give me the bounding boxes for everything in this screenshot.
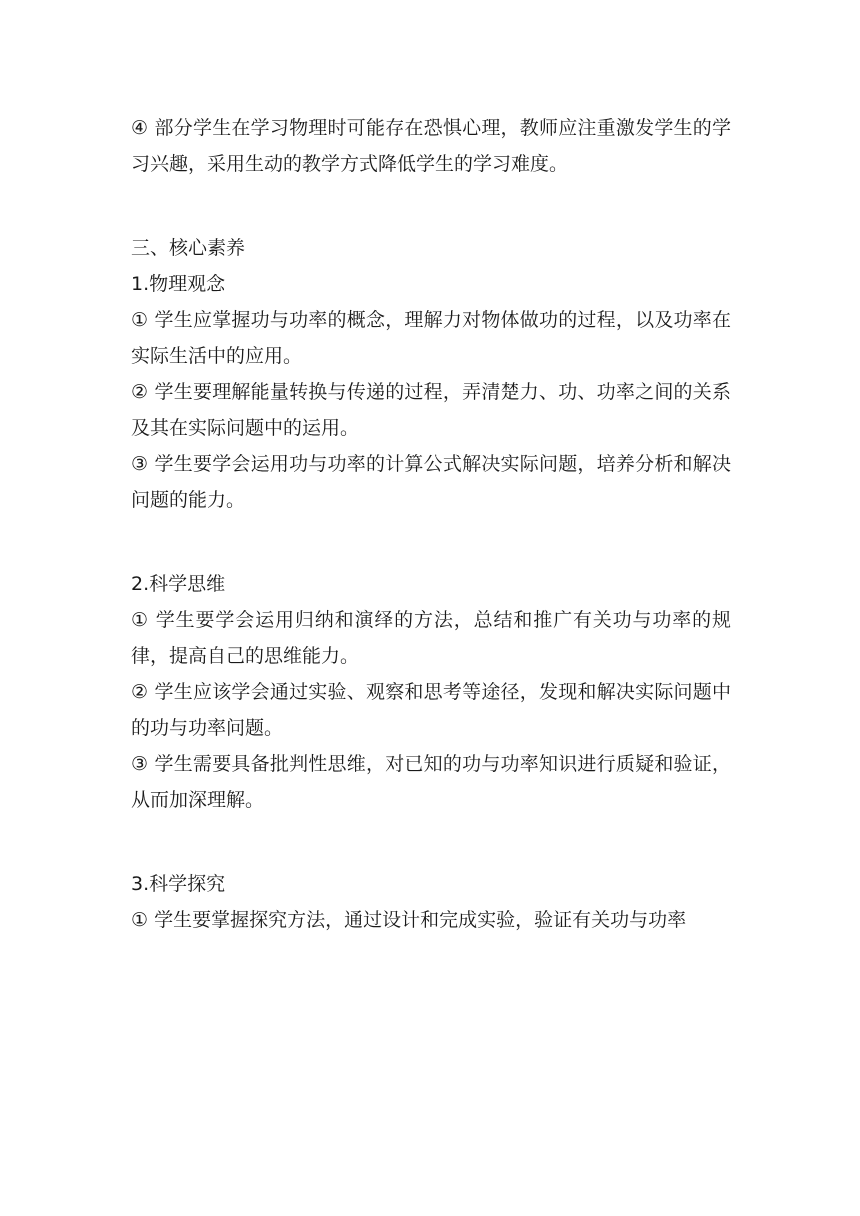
subsection-title-physics-concept: 1.物理观念 — [131, 273, 226, 295]
list-item: ① 学生要学会运用归纳和演绎的方法，总结和推广有关功与功率的规律，提高自己的思维能力。 — [131, 609, 731, 667]
document-body — [131, 110, 731, 938]
subsection-title-scientific-inquiry: 3.科学探究 — [131, 873, 226, 895]
section-title: 三、核心素养 — [131, 237, 246, 259]
list-item: ① 学生应掌握功与功率的概念，理解力对物体做功的过程，以及功率在实际生活中的应用。 — [131, 309, 731, 367]
spacer — [131, 518, 731, 566]
list-item: ① 学生要掌握探究方法，通过设计和完成实验，验证有关功与功率 — [131, 909, 687, 931]
list-item: ② 学生应该学会通过实验、观察和思考等途径，发现和解决实际问题中的功与功率问题。 — [131, 681, 731, 739]
paragraph-item-4: ④ 部分学生在学习物理时可能存在恐惧心理，教师应注重激发学生的学习兴趣，采用生动的教学方式降低学生的学习难度。 — [131, 117, 731, 175]
spacer — [131, 818, 731, 866]
list-item: ③ 学生需要具备批判性思维，对已知的功与功率知识进行质疑和验证，从而加深理解。 — [131, 753, 731, 811]
list-item: ③ 学生要学会运用功与功率的计算公式解决实际问题，培养分析和解决问题的能力。 — [131, 453, 731, 511]
list-item: ② 学生要理解能量转换与传递的过程，弄清楚力、功、功率之间的关系及其在实际问题中的运用。 — [131, 381, 731, 439]
spacer — [131, 182, 731, 230]
subsection-title-scientific-thinking: 2.科学思维 — [131, 573, 226, 595]
